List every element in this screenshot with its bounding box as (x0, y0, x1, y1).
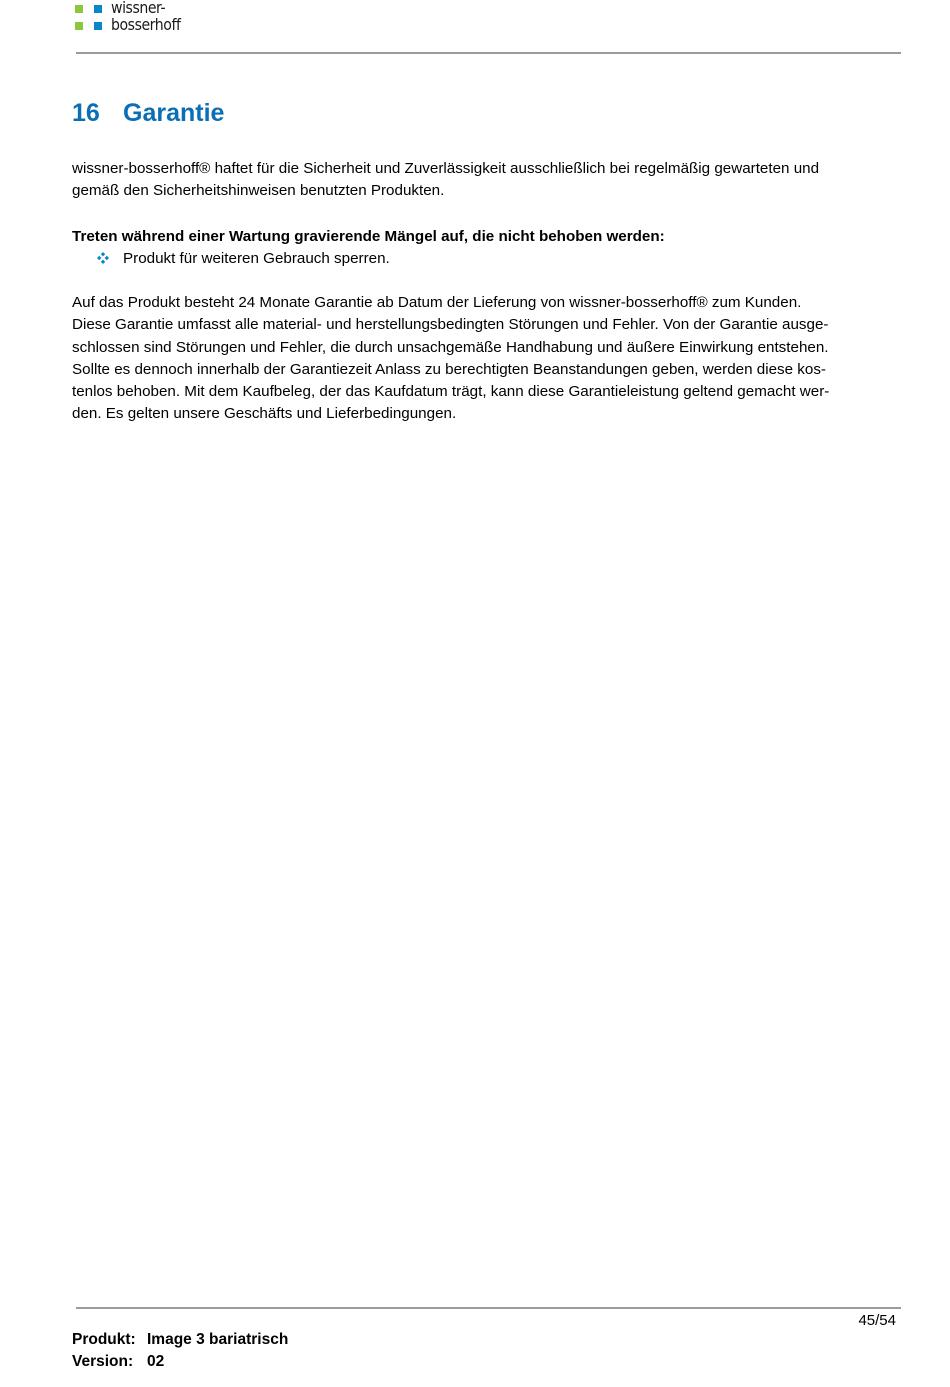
intro-line: wissner-bosserhoff® haftet für die Sicherheit und Zuverlässigkeit ausschließlich bei regelmäßig gewarteten und (72, 160, 820, 177)
logo-wordmark (111, 0, 180, 33)
logo-square-green (75, 22, 83, 30)
intro-line: gemäß den Sicherheitshinweisen benutzten Produkten. (72, 182, 445, 200)
version-label: Version: (72, 1353, 134, 1370)
logo-square-blue (94, 5, 102, 13)
guarantee-line: schlossen sind Störungen und Fehler, die durch unsachgemäße Handhabung und äußere Einwirkung entstehen. (72, 338, 829, 356)
diamond-bullet-icon (97, 249, 109, 261)
section-number: 16 (72, 99, 100, 127)
guarantee-line: Diese Garantie umfasst alle material- und herstellungsbedingten Störungen und Fehler. Von der Garantie ausge- (72, 316, 829, 334)
footer-version (72, 1351, 164, 1373)
guarantee-line: Sollte es dennoch innerhalb der Garantiezeit Anlass zu berechtigten Beanstandungen geben, werden diese kos- (72, 360, 826, 378)
page-number: 45/54 (858, 1312, 896, 1329)
warning-heading: Treten während einer Wartung gravierende Mängel auf, die nicht behoben werden: (72, 228, 665, 245)
product-value: Image 3 bariatrisch (147, 1331, 289, 1348)
guarantee-line: den. Es gelten unsere Geschäfts und Lieferbedingungen. (72, 405, 457, 423)
logo-squares-icon (75, 5, 105, 33)
section-title: Garantie (123, 99, 225, 127)
product-label: Produkt: (72, 1331, 136, 1348)
logo-line-2: bosserhoff (111, 15, 181, 34)
section-heading (72, 97, 224, 129)
header-divider (76, 52, 901, 54)
footer-product (72, 1329, 288, 1351)
footer-divider (76, 1307, 901, 1309)
guarantee-line: tenlos behoben. Mit dem Kaufbeleg, der das Kaufdatum trägt, kann diese Garantieleistung geltend gemacht wer- (72, 383, 830, 401)
logo-line-1: wissner- (111, 0, 166, 17)
version-value: 02 (147, 1353, 165, 1370)
company-logo (75, 1, 215, 37)
bullet-text: Produkt für weiteren Gebrauch sperren. (123, 250, 390, 267)
bullet-item (97, 248, 390, 270)
intro-paragraph (72, 158, 872, 203)
logo-square-green (75, 5, 83, 13)
logo-square-blue (94, 22, 102, 30)
guarantee-line: Auf das Produkt besteht 24 Monate Garantie ab Datum der Lieferung von wissner-bosserhoff® zum Kunden. (72, 294, 802, 311)
guarantee-paragraph (72, 292, 872, 426)
